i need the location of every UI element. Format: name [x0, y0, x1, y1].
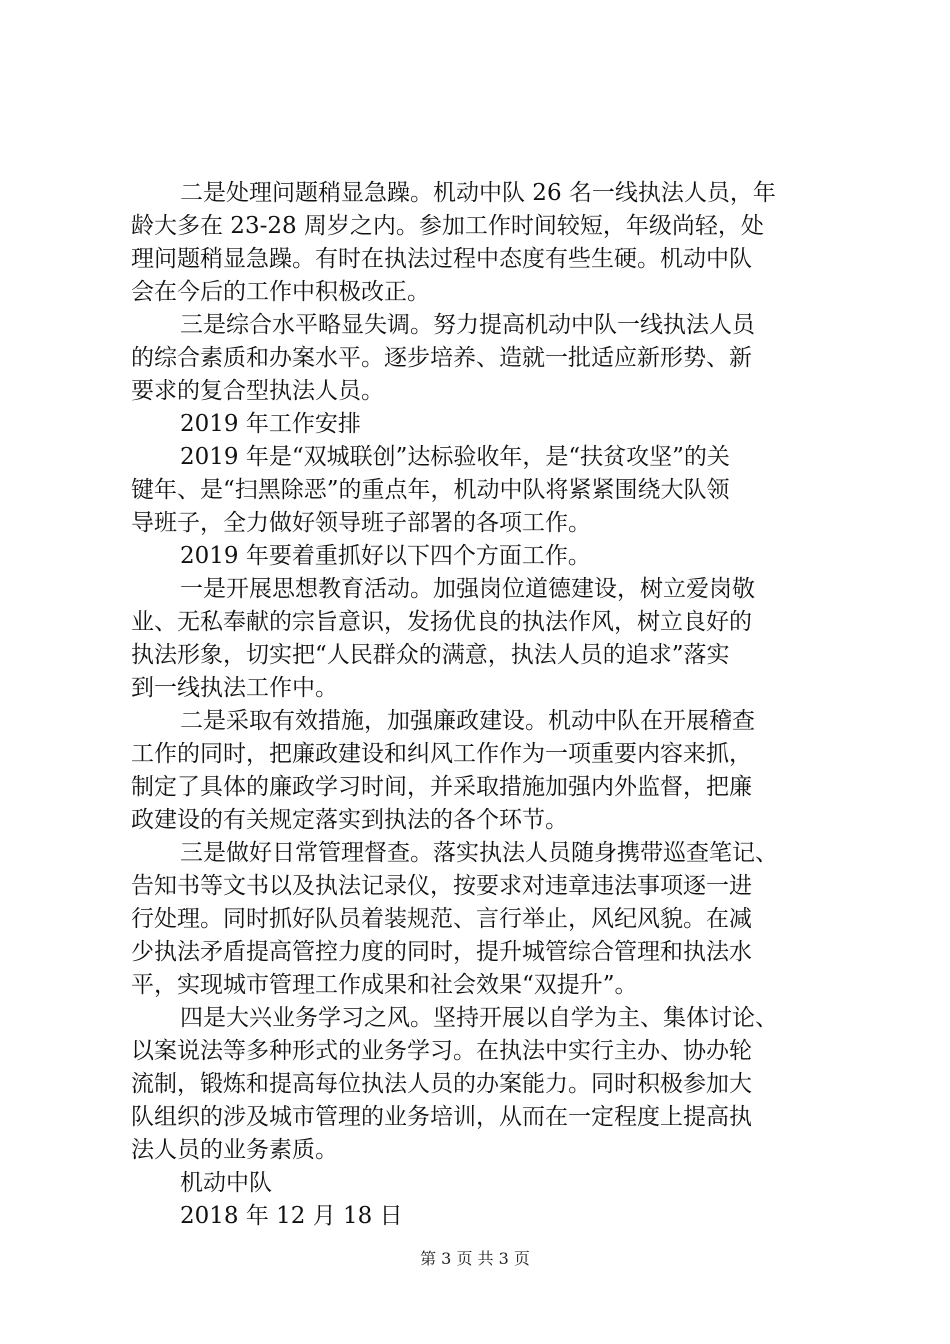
text-line: 告知书等文书以及执法记录仪，按要求对违章违法事项逐一进	[131, 873, 752, 899]
text-line: 少执法矛盾提高管控力度的同时，提升城管综合管理和执法水	[131, 939, 752, 965]
text-line: 导班子，全力做好领导班子部署的各项工作。	[131, 510, 591, 536]
text-line: 键年、是“扫黑除恶”的重点年，机动中队将紧紧围绕大队领	[131, 477, 730, 503]
text-line: 制定了具体的廉政学习时间，并采取措施加强内外监督，把廉	[131, 774, 752, 800]
text-line: 业、无私奉献的宗旨意识，发扬优良的执法作风，树立良好的	[131, 609, 752, 635]
text-line: 执法形象，切实把“人民群众的满意，执法人员的追求”落实	[131, 642, 730, 668]
text-line: 要求的复合型执法人员。	[131, 378, 384, 404]
text-line: 政建设的有关规定落实到执法的各个环节。	[131, 807, 568, 833]
text-line: 二是处理问题稍显急躁。机动中队 26 名一线执法人员，年	[180, 180, 776, 206]
page-number: 第 3 页 共 3 页	[420, 1249, 530, 1268]
text-line: 三是综合水平略显失调。努力提高机动中队一线执法人员	[180, 312, 755, 338]
text-line: 2019 年要着重抓好以下四个方面工作。	[180, 543, 591, 569]
text-line: 平，实现城市管理工作成果和社会效果“双提升”。	[131, 972, 638, 998]
text-line: 理问题稍显急躁。有时在执法过程中态度有些生硬。机动中队	[131, 246, 752, 272]
text-line: 工作的同时，把廉政建设和纠风工作作为一项重要内容来抓，	[131, 741, 752, 767]
signature-date: 2018 年 12 月 18 日	[180, 1203, 403, 1229]
text-line: 二是采取有效措施，加强廉政建设。机动中队在开展稽查	[180, 708, 755, 734]
text-line: 法人员的业务素质。	[131, 1137, 338, 1163]
section-heading: 2019 年工作安排	[180, 411, 361, 437]
text-line: 四是大兴业务学习之风。坚持开展以自学为主、集体讨论、	[180, 1005, 778, 1031]
text-line: 2019 年是“双城联创”达标验收年，是“扶贫攻坚”的关	[180, 444, 730, 470]
text-line: 龄大多在 23-28 周岁之内。参加工作时间较短，年级尚轻，处	[131, 213, 764, 239]
text-line: 队组织的涉及城市管理的业务培训，从而在一定程度上提高执	[131, 1104, 752, 1130]
text-line: 流制，锻炼和提高每位执法人员的办案能力。同时积极参加大	[131, 1071, 752, 1097]
signature-unit: 机动中队	[180, 1170, 272, 1196]
text-line: 到一线执法工作中。	[131, 675, 338, 701]
text-line: 的综合素质和办案水平。逐步培养、造就一批适应新形势、新	[131, 345, 752, 371]
text-line: 行处理。同时抓好队员着装规范、言行举止，风纪风貌。在减	[131, 906, 752, 932]
text-line: 三是做好日常管理督查。落实执法人员随身携带巡查笔记、	[180, 840, 778, 866]
text-line: 以案说法等多种形式的业务学习。在执法中实行主办、协办轮	[131, 1038, 752, 1064]
text-line: 会在今后的工作中积极改正。	[131, 279, 430, 305]
text-line: 一是开展思想教育活动。加强岗位道德建设，树立爱岗敬	[180, 576, 755, 602]
